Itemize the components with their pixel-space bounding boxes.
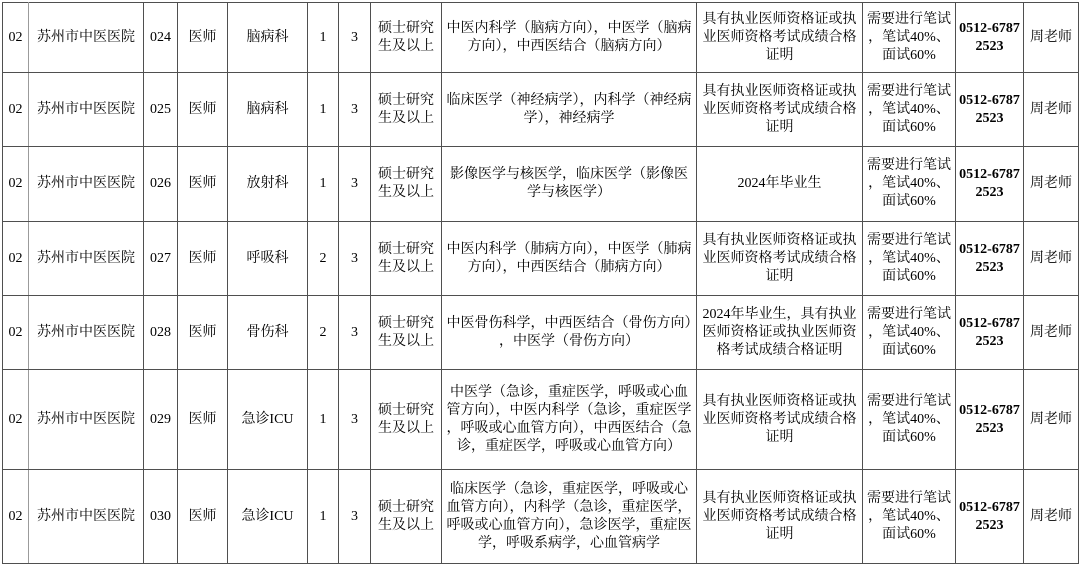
cell-education: 硕士研究生及以上 (371, 296, 442, 370)
cell-education: 硕士研究生及以上 (371, 147, 442, 222)
cell-contact-person: 周老师 (1024, 3, 1079, 73)
cell-employer: 苏州市中医医院 (29, 470, 144, 564)
cell-other-requirements: 具有执业医师资格证或执业医师资格考试成绩合格证明 (697, 470, 863, 564)
table-body (3, 3, 1079, 564)
cell-region-code: 02 (3, 470, 29, 564)
cell-department: 急诊ICU (228, 470, 308, 564)
cell-majors: 临床医学（急诊，重症医学，呼吸或心血管方向），内科学（急诊，重症医学，呼吸或心血管方向），急诊医学，重症医学，呼吸系病学，心血管病学 (442, 470, 697, 564)
cell-other-requirements: 具有执业医师资格证或执业医师资格考试成绩合格证明 (697, 73, 863, 147)
cell-other-requirements: 具有执业医师资格证或执业医师资格考试成绩合格证明 (697, 370, 863, 470)
cell-education: 硕士研究生及以上 (371, 3, 442, 73)
table-row (3, 3, 1079, 73)
cell-education: 硕士研究生及以上 (371, 73, 442, 147)
cell-contact-person: 周老师 (1024, 370, 1079, 470)
cell-ratio: 3 (339, 296, 371, 370)
cell-other-requirements: 2024年毕业生 (697, 147, 863, 222)
cell-position-title: 医师 (178, 296, 228, 370)
cell-phone: 0512-67872523 (956, 470, 1024, 564)
cell-exam-method: 需要进行笔试，笔试40%、面试60% (863, 73, 956, 147)
cell-majors: 临床医学（神经病学），内科学（神经病学），神经病学 (442, 73, 697, 147)
table-row (3, 73, 1079, 147)
cell-employer: 苏州市中医医院 (29, 296, 144, 370)
cell-exam-method: 需要进行笔试，笔试40%、面试60% (863, 222, 956, 296)
cell-employer: 苏州市中医医院 (29, 370, 144, 470)
cell-exam-method: 需要进行笔试，笔试40%、面试60% (863, 370, 956, 470)
cell-openings: 2 (308, 222, 339, 296)
cell-openings: 1 (308, 73, 339, 147)
cell-exam-method: 需要进行笔试，笔试40%、面试60% (863, 147, 956, 222)
cell-other-requirements: 具有执业医师资格证或执业医师资格考试成绩合格证明 (697, 3, 863, 73)
cell-majors: 影像医学与核医学，临床医学（影像医学与核医学） (442, 147, 697, 222)
cell-position-title: 医师 (178, 73, 228, 147)
cell-contact-person: 周老师 (1024, 147, 1079, 222)
cell-position-title: 医师 (178, 370, 228, 470)
cell-exam-method: 需要进行笔试，笔试40%、面试60% (863, 3, 956, 73)
cell-position-code: 025 (144, 73, 178, 147)
cell-contact-person: 周老师 (1024, 222, 1079, 296)
cell-position-code: 027 (144, 222, 178, 296)
cell-region-code: 02 (3, 3, 29, 73)
cell-phone: 0512-67872523 (956, 370, 1024, 470)
cell-majors: 中医学（急诊，重症医学，呼吸或心血管方向），中医内科学（急诊，重症医学，呼吸或心血管方向），中西医结合（急诊，重症医学，呼吸或心血管方向） (442, 370, 697, 470)
cell-majors: 中医内科学（肺病方向），中医学（肺病方向），中西医结合（肺病方向） (442, 222, 697, 296)
cell-position-title: 医师 (178, 222, 228, 296)
cell-position-title: 医师 (178, 470, 228, 564)
table-row (3, 147, 1079, 222)
cell-contact-person: 周老师 (1024, 470, 1079, 564)
cell-openings: 1 (308, 470, 339, 564)
cell-position-code: 024 (144, 3, 178, 73)
cell-exam-method: 需要进行笔试，笔试40%、面试60% (863, 470, 956, 564)
cell-region-code: 02 (3, 370, 29, 470)
cell-majors: 中医骨伤科学，中西医结合（骨伤方向），中医学（骨伤方向） (442, 296, 697, 370)
cell-contact-person: 周老师 (1024, 296, 1079, 370)
cell-openings: 2 (308, 296, 339, 370)
cell-position-code: 030 (144, 470, 178, 564)
recruitment-table (2, 2, 1079, 564)
cell-phone: 0512-67872523 (956, 3, 1024, 73)
cell-department: 急诊ICU (228, 370, 308, 470)
cell-position-code: 029 (144, 370, 178, 470)
table-row (3, 296, 1079, 370)
cell-department: 骨伤科 (228, 296, 308, 370)
cell-position-title: 医师 (178, 3, 228, 73)
cell-ratio: 3 (339, 370, 371, 470)
cell-region-code: 02 (3, 147, 29, 222)
cell-department: 脑病科 (228, 73, 308, 147)
cell-ratio: 3 (339, 222, 371, 296)
table-row (3, 470, 1079, 564)
cell-region-code: 02 (3, 222, 29, 296)
cell-phone: 0512-67872523 (956, 147, 1024, 222)
cell-ratio: 3 (339, 147, 371, 222)
cell-phone: 0512-67872523 (956, 296, 1024, 370)
cell-position-code: 026 (144, 147, 178, 222)
cell-region-code: 02 (3, 296, 29, 370)
cell-department: 脑病科 (228, 3, 308, 73)
cell-employer: 苏州市中医医院 (29, 222, 144, 296)
cell-openings: 1 (308, 147, 339, 222)
cell-ratio: 3 (339, 470, 371, 564)
cell-position-code: 028 (144, 296, 178, 370)
cell-exam-method: 需要进行笔试，笔试40%、面试60% (863, 296, 956, 370)
cell-employer: 苏州市中医医院 (29, 147, 144, 222)
cell-openings: 1 (308, 370, 339, 470)
cell-ratio: 3 (339, 3, 371, 73)
recruitment-table-sheet (2, 2, 1079, 564)
cell-position-title: 医师 (178, 147, 228, 222)
cell-education: 硕士研究生及以上 (371, 470, 442, 564)
cell-phone: 0512-67872523 (956, 73, 1024, 147)
table-row (3, 222, 1079, 296)
cell-employer: 苏州市中医医院 (29, 73, 144, 147)
cell-employer: 苏州市中医医院 (29, 3, 144, 73)
cell-phone: 0512-67872523 (956, 222, 1024, 296)
cell-education: 硕士研究生及以上 (371, 370, 442, 470)
cell-department: 放射科 (228, 147, 308, 222)
cell-other-requirements: 具有执业医师资格证或执业医师资格考试成绩合格证明 (697, 222, 863, 296)
cell-other-requirements: 2024年毕业生，具有执业医师资格证或执业医师资格考试成绩合格证明 (697, 296, 863, 370)
table-row (3, 370, 1079, 470)
cell-contact-person: 周老师 (1024, 73, 1079, 147)
cell-openings: 1 (308, 3, 339, 73)
cell-education: 硕士研究生及以上 (371, 222, 442, 296)
cell-majors: 中医内科学（脑病方向），中医学（脑病方向），中西医结合（脑病方向） (442, 3, 697, 73)
cell-ratio: 3 (339, 73, 371, 147)
cell-department: 呼吸科 (228, 222, 308, 296)
cell-region-code: 02 (3, 73, 29, 147)
